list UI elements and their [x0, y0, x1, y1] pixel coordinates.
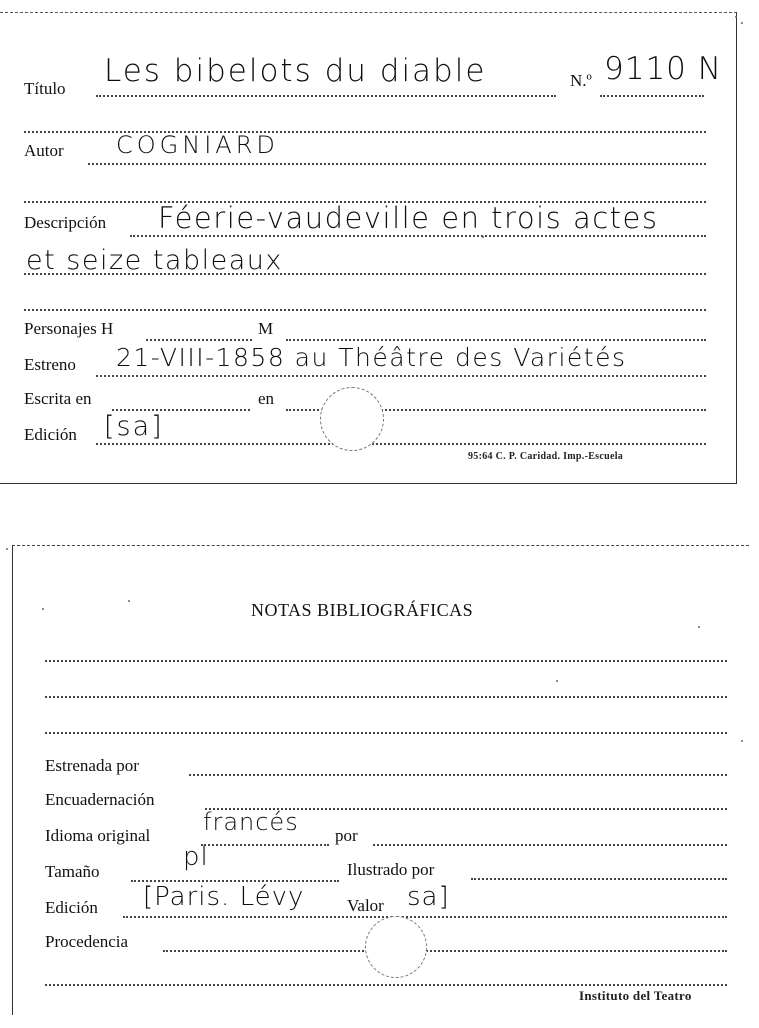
procedencia-label: Procedencia [45, 932, 129, 951]
scan-speck [482, 236, 484, 238]
personajes-h-dotted-line [146, 339, 252, 341]
edicion-handwritten-value: [sa] [104, 411, 164, 442]
titulo-handwritten-value: Les bibelots du diable [104, 53, 487, 89]
idioma-dotted-line [201, 844, 329, 846]
descripcion-handwritten-line1: Féerie-vaudeville en trois actes [158, 201, 659, 235]
catalog-card-front [0, 12, 737, 484]
estreno-dotted-line [96, 375, 706, 377]
estrenada-dotted-line [189, 774, 727, 776]
scan-speck [698, 626, 700, 628]
printer-note: 95:64 C. P. Caridad. Imp.-Escuela [468, 451, 624, 462]
blank-dotted-line [24, 309, 706, 311]
back-edicion-label: Edición [45, 898, 98, 917]
scan-speck [735, 16, 737, 18]
procedencia-dotted-line [163, 950, 727, 952]
punched-hole [320, 387, 384, 451]
blank-dotted-line [45, 732, 727, 734]
blank-dotted-line [45, 696, 727, 698]
ilustrado-label: Ilustrado por [347, 860, 435, 879]
numero-label: N.º [570, 71, 592, 90]
edicion-label: Edición [24, 425, 77, 444]
institution-imprint: Instituto del Teatro [579, 988, 692, 1003]
idioma-handwritten-value: francés [203, 808, 299, 836]
escrita-label: Escrita en [24, 389, 92, 408]
scan-speck [6, 548, 8, 550]
descripcion-handwritten-line2: et seize tableaux [26, 245, 283, 276]
catalog-card-back [12, 545, 749, 1015]
idioma-por-dotted-line [373, 844, 727, 846]
scan-speck [128, 600, 130, 602]
back-edicion-handwritten-value: [Paris. Lévy [143, 882, 305, 912]
scan-speck [556, 680, 558, 682]
personajes-label: Personajes H [24, 319, 114, 338]
personajes-m-dotted-line [286, 339, 706, 341]
valor-label: Valor [347, 896, 384, 915]
edicion-dotted-line [96, 443, 706, 445]
numero-handwritten-value: 9110 N [604, 51, 722, 87]
tamano-label: Tamaño [45, 862, 100, 881]
autor-handwritten-value: COGNIARD [116, 131, 279, 159]
idioma-por-label: por [335, 826, 358, 845]
punched-hole [365, 916, 427, 978]
autor-dotted-line [88, 163, 706, 165]
back-edicion-dotted-line [123, 916, 727, 918]
titulo-dotted-line [96, 95, 556, 97]
personajes-m-label: M [258, 319, 274, 338]
tamano-handwritten-value: pl [183, 842, 209, 872]
numero-dotted-line [600, 95, 704, 97]
ilustrado-dotted-line [471, 878, 727, 880]
scan-speck [741, 740, 743, 742]
scan-speck [741, 22, 743, 24]
estreno-label: Estreno [24, 355, 76, 374]
autor-label: Autor [24, 141, 64, 160]
valor-handwritten-value: sa] [407, 882, 450, 912]
titulo-label: Título [24, 79, 66, 98]
idioma-label: Idioma original [45, 826, 151, 845]
descripcion-dotted-line [130, 235, 706, 237]
blank-dotted-line [45, 984, 727, 986]
scan-speck [42, 608, 44, 610]
estreno-handwritten-value: 21-VIII-1858 au Théâtre des Variétés [116, 343, 627, 372]
notas-heading: NOTAS BIBLIOGRÁFICAS [251, 600, 474, 620]
escrita-en-label: en [258, 389, 275, 408]
encuadernacion-label: Encuadernación [45, 790, 155, 809]
estrenada-label: Estrenada por [45, 756, 139, 775]
blank-dotted-line [45, 660, 727, 662]
descripcion-label: Descripción [24, 213, 107, 232]
